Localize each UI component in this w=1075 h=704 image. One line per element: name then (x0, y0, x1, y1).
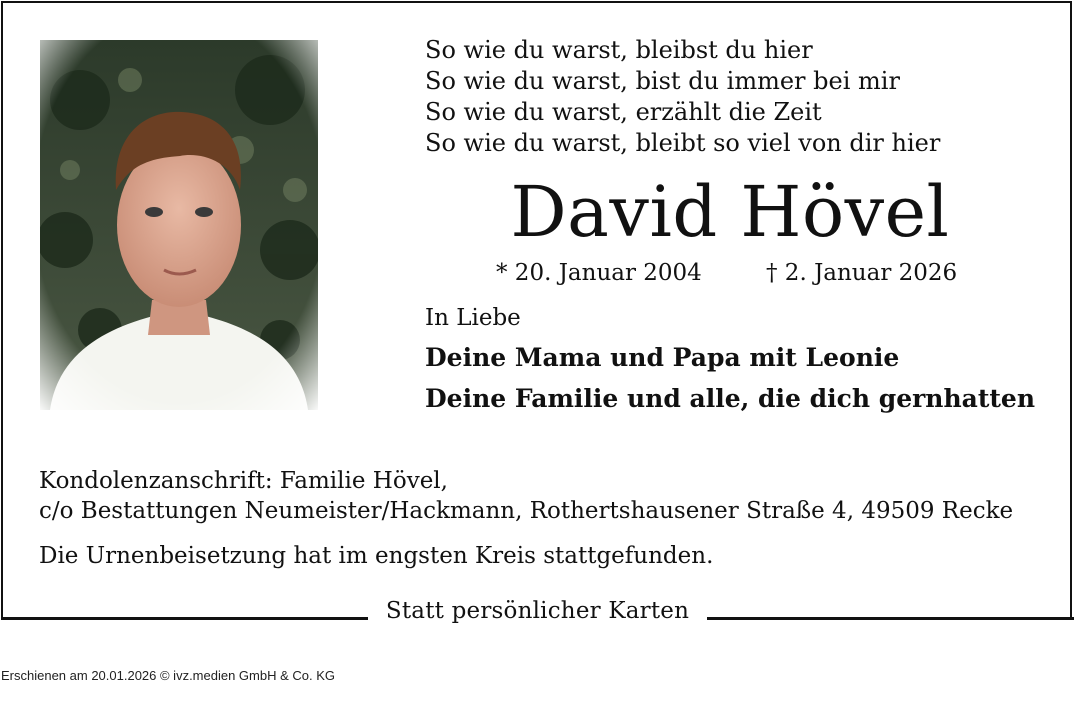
portrait-photo (40, 40, 318, 410)
mourners-intro: In Liebe (425, 305, 521, 331)
burial-notice: Die Urnenbeisetzung hat im engsten Kreis stattgefunden. (39, 543, 714, 569)
deceased-name: David Hövel (510, 171, 950, 253)
bottom-rule-right (707, 617, 1074, 620)
death-date: † 2. Januar 2026 (766, 260, 958, 286)
poem-line: So wie du warst, erzählt die Zeit (425, 98, 822, 126)
address-line: c/o Bestattungen Neumeister/Hackmann, Rothertshausener Straße 4, 49509 Recke (39, 498, 1014, 524)
bottom-rule-left (1, 617, 368, 620)
poem-line: So wie du warst, bleibst du hier (425, 36, 813, 64)
mourners-line: Deine Mama und Papa mit Leonie (425, 343, 900, 372)
birth-date: * 20. Januar 2004 (496, 260, 702, 286)
poem-line: So wie du warst, bist du immer bei mir (425, 67, 900, 95)
mourners-line: Deine Familie und alle, die dich gernhatten (425, 384, 1035, 413)
poem-line: So wie du warst, bleibt so viel von dir hier (425, 129, 941, 157)
condolence-address (39, 466, 1013, 526)
caption: Statt persönlicher Karten (385, 598, 690, 624)
publication-footer: Erschienen am 20.01.2026 © ivz.medien GmbH & Co. KG (1, 668, 336, 683)
poem (425, 35, 940, 159)
address-line: Kondolenzanschrift: Familie Hövel, (39, 468, 448, 494)
